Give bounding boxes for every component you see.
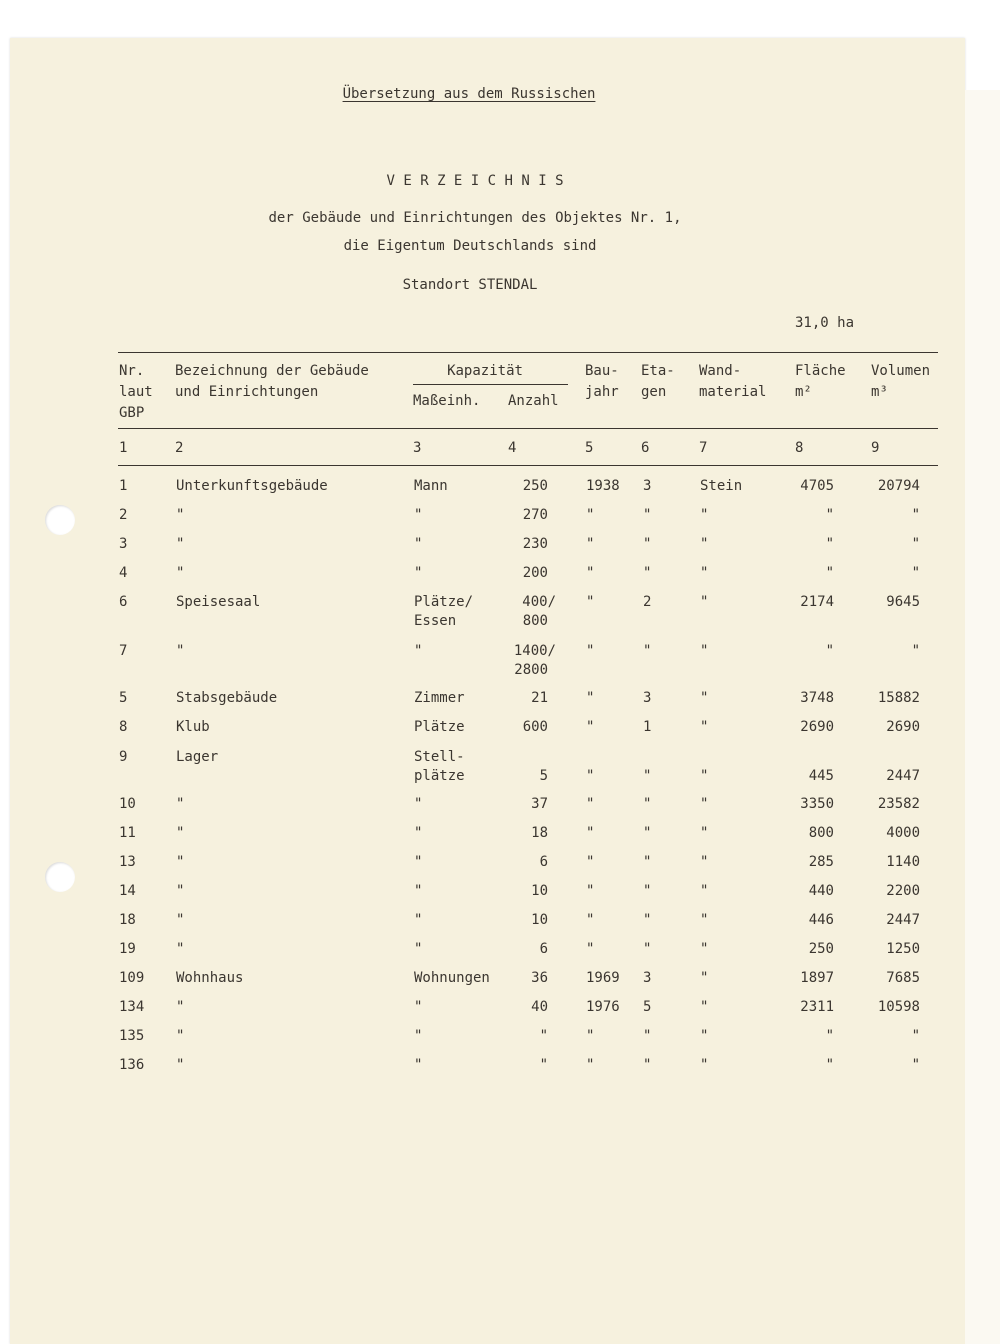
header-bottom-rule bbox=[118, 428, 938, 429]
col-volumen-line-1: Volumen bbox=[871, 363, 931, 379]
cell-unit: " bbox=[414, 536, 423, 552]
cell-nr: 13 bbox=[119, 854, 136, 870]
cell-area: 285 bbox=[808, 854, 834, 870]
cell-unit: " bbox=[414, 912, 423, 928]
cell-nr: 134 bbox=[119, 999, 145, 1015]
cell-nr: 2 bbox=[119, 507, 128, 523]
table-top-rule bbox=[118, 352, 938, 353]
col-anzahl: Anzahl bbox=[508, 393, 559, 409]
cell-floors: 2 bbox=[643, 594, 652, 610]
cell-volume: " bbox=[911, 565, 920, 581]
cell-volume: 2447 bbox=[886, 768, 920, 784]
cell-nr: 5 bbox=[119, 690, 128, 706]
cell-unit: " bbox=[414, 941, 423, 957]
document-title: V E R Z E I C H N I S bbox=[386, 173, 564, 189]
cell-wall: " bbox=[700, 1057, 709, 1073]
cell-name: " bbox=[176, 643, 185, 659]
subtitle-line-2: die Eigentum Deutschlands sind bbox=[343, 238, 597, 254]
cell-unit: " bbox=[414, 825, 423, 841]
cell-volume: 10598 bbox=[877, 999, 920, 1015]
cell-volume: 2447 bbox=[886, 912, 920, 928]
punch-hole-bottom bbox=[45, 862, 75, 892]
cell-nr: 8 bbox=[119, 719, 128, 735]
cell-area: " bbox=[825, 507, 834, 523]
cell-nr: 9 bbox=[119, 749, 128, 765]
cell-wall: " bbox=[700, 796, 709, 812]
cell-area: 3748 bbox=[800, 690, 834, 706]
cell-count: 36 bbox=[531, 970, 548, 986]
cell-floors: " bbox=[643, 536, 652, 552]
col-nr-line-2: laut bbox=[119, 384, 153, 400]
col-wand-line-1: Wand- bbox=[699, 363, 742, 379]
cell-nr: 109 bbox=[119, 970, 145, 986]
cell-area: " bbox=[825, 536, 834, 552]
cell-volume: 1140 bbox=[886, 854, 920, 870]
cell-unit: Plätze bbox=[414, 719, 465, 735]
cell-floors: " bbox=[643, 912, 652, 928]
cell-year: " bbox=[586, 883, 595, 899]
cell-unit: Essen bbox=[414, 613, 457, 629]
cell-unit: " bbox=[414, 854, 423, 870]
cell-count: 5 bbox=[539, 768, 548, 784]
numbering-rule bbox=[118, 465, 938, 466]
cell-name: " bbox=[176, 1028, 185, 1044]
cell-volume: 7685 bbox=[886, 970, 920, 986]
cell-count: 6 bbox=[539, 941, 548, 957]
cell-volume: 15882 bbox=[877, 690, 920, 706]
col-number: 1 bbox=[119, 440, 128, 456]
cell-count: 10 bbox=[531, 912, 548, 928]
cell-wall: Stein bbox=[700, 478, 743, 494]
col-bezeichnung-line-1: Bezeichnung der Gebäude bbox=[175, 363, 369, 379]
cell-count: 230 bbox=[522, 536, 548, 552]
cell-count: " bbox=[539, 1028, 548, 1044]
cell-unit: " bbox=[414, 643, 423, 659]
cell-volume: " bbox=[911, 536, 920, 552]
cell-unit: " bbox=[414, 507, 423, 523]
cell-wall: " bbox=[700, 1028, 709, 1044]
cell-count: 800 bbox=[522, 613, 548, 629]
cell-area: 2174 bbox=[800, 594, 834, 610]
cell-area: " bbox=[825, 1028, 834, 1044]
cell-unit: Mann bbox=[414, 478, 448, 494]
cell-area: " bbox=[825, 565, 834, 581]
col-number: 2 bbox=[175, 440, 184, 456]
cell-unit: Stell- bbox=[414, 749, 465, 765]
cell-unit: " bbox=[414, 565, 423, 581]
cell-area: 1897 bbox=[800, 970, 834, 986]
cell-nr: 1 bbox=[119, 478, 128, 494]
cell-area: 250 bbox=[808, 941, 834, 957]
cell-volume: 20794 bbox=[877, 478, 920, 494]
cell-count: 21 bbox=[531, 690, 548, 706]
cell-wall: " bbox=[700, 883, 709, 899]
cell-count: 1400/ bbox=[513, 643, 556, 659]
cell-unit: " bbox=[414, 1028, 423, 1044]
cell-name: " bbox=[176, 565, 185, 581]
cell-floors: " bbox=[643, 941, 652, 957]
col-flaeche-line-1: Fläche bbox=[795, 363, 846, 379]
cell-area: 446 bbox=[808, 912, 834, 928]
cell-floors: " bbox=[643, 565, 652, 581]
cell-name: " bbox=[176, 999, 185, 1015]
cell-volume: " bbox=[911, 1057, 920, 1073]
cell-count: 40 bbox=[531, 999, 548, 1015]
cell-wall: " bbox=[700, 768, 709, 784]
cell-year: " bbox=[586, 594, 595, 610]
cell-unit: " bbox=[414, 1057, 423, 1073]
cell-wall: " bbox=[700, 594, 709, 610]
cell-volume: 1250 bbox=[886, 941, 920, 957]
cell-name: " bbox=[176, 883, 185, 899]
cell-count: 270 bbox=[522, 507, 548, 523]
cell-count: 250 bbox=[522, 478, 548, 494]
cell-name: " bbox=[176, 941, 185, 957]
cell-year: " bbox=[586, 825, 595, 841]
cell-nr: 3 bbox=[119, 536, 128, 552]
punch-hole-top bbox=[45, 505, 75, 535]
cell-wall: " bbox=[700, 941, 709, 957]
cell-count: 2800 bbox=[514, 662, 548, 678]
cell-nr: 14 bbox=[119, 883, 136, 899]
kapazitaet-rule bbox=[413, 384, 568, 385]
col-masseinh: Maßeinh. bbox=[413, 393, 481, 409]
col-bezeichnung-line-2: und Einrichtungen bbox=[175, 384, 319, 400]
cell-volume: 9645 bbox=[886, 594, 920, 610]
cell-name: " bbox=[176, 1057, 185, 1073]
cell-nr: 18 bbox=[119, 912, 136, 928]
cell-year: 1938 bbox=[586, 478, 620, 494]
cell-area: 4705 bbox=[800, 478, 834, 494]
cell-nr: 4 bbox=[119, 565, 128, 581]
cell-nr: 11 bbox=[119, 825, 136, 841]
col-number: 4 bbox=[508, 440, 517, 456]
cell-nr: 135 bbox=[119, 1028, 145, 1044]
cell-name: Klub bbox=[176, 719, 210, 735]
cell-name: " bbox=[176, 825, 185, 841]
cell-volume: " bbox=[911, 507, 920, 523]
location: Standort STENDAL bbox=[402, 277, 538, 293]
cell-year: 1969 bbox=[586, 970, 620, 986]
cell-year: " bbox=[586, 690, 595, 706]
cell-wall: " bbox=[700, 536, 709, 552]
cell-year: " bbox=[586, 796, 595, 812]
cell-wall: " bbox=[700, 565, 709, 581]
cell-floors: 3 bbox=[643, 690, 652, 706]
cell-year: " bbox=[586, 1028, 595, 1044]
cell-floors: " bbox=[643, 643, 652, 659]
cell-year: " bbox=[586, 507, 595, 523]
cell-name: " bbox=[176, 507, 185, 523]
cell-wall: " bbox=[700, 690, 709, 706]
col-number: 7 bbox=[699, 440, 708, 456]
cell-year: " bbox=[586, 1057, 595, 1073]
col-nr-line-3: GBP bbox=[119, 405, 145, 421]
cell-unit: " bbox=[414, 796, 423, 812]
cell-year: " bbox=[586, 854, 595, 870]
cell-name: Stabsgebäude bbox=[176, 690, 278, 706]
col-flaeche-line-2: m² bbox=[795, 384, 812, 400]
cell-year: " bbox=[586, 768, 595, 784]
cell-area: 3350 bbox=[800, 796, 834, 812]
cell-count: 10 bbox=[531, 883, 548, 899]
cell-unit: " bbox=[414, 883, 423, 899]
col-baujahr-line-2: jahr bbox=[585, 384, 619, 400]
cell-floors: " bbox=[643, 1057, 652, 1073]
cell-area: " bbox=[825, 643, 834, 659]
cell-count: 200 bbox=[522, 565, 548, 581]
col-number: 6 bbox=[641, 440, 650, 456]
cell-wall: " bbox=[700, 912, 709, 928]
page-edge bbox=[965, 90, 1000, 1344]
cell-unit: " bbox=[414, 999, 423, 1015]
col-baujahr-line-1: Bau- bbox=[585, 363, 619, 379]
total-area: 31,0 ha bbox=[795, 315, 855, 331]
cell-volume: 23582 bbox=[877, 796, 920, 812]
cell-wall: " bbox=[700, 854, 709, 870]
cell-wall: " bbox=[700, 643, 709, 659]
cell-year: " bbox=[586, 719, 595, 735]
cell-floors: 5 bbox=[643, 999, 652, 1015]
cell-year: " bbox=[586, 565, 595, 581]
cell-unit: Plätze/ bbox=[414, 594, 474, 610]
cell-floors: " bbox=[643, 507, 652, 523]
cell-area: 440 bbox=[808, 883, 834, 899]
cell-name: Wohnhaus bbox=[176, 970, 244, 986]
cell-name: Unterkunftsgebäude bbox=[176, 478, 328, 494]
cell-nr: 136 bbox=[119, 1057, 145, 1073]
cell-year: " bbox=[586, 941, 595, 957]
cell-floors: " bbox=[643, 768, 652, 784]
cell-area: " bbox=[825, 1057, 834, 1073]
cell-nr: 6 bbox=[119, 594, 128, 610]
cell-floors: " bbox=[643, 883, 652, 899]
cell-floors: " bbox=[643, 796, 652, 812]
cell-volume: 2200 bbox=[886, 883, 920, 899]
cell-unit: Wohnungen bbox=[414, 970, 490, 986]
cell-floors: " bbox=[643, 1028, 652, 1044]
cell-nr: 10 bbox=[119, 796, 136, 812]
cell-count: 37 bbox=[531, 796, 548, 812]
cell-count: 400/ bbox=[522, 594, 556, 610]
cell-wall: " bbox=[700, 507, 709, 523]
cell-floors: 1 bbox=[643, 719, 652, 735]
col-etagen-line-2: gen bbox=[641, 384, 667, 400]
col-nr-line-1: Nr. bbox=[119, 363, 145, 379]
translation-note: Übersetzung aus dem Russischen bbox=[342, 86, 596, 102]
cell-year: 1976 bbox=[586, 999, 620, 1015]
cell-name: Lager bbox=[176, 749, 219, 765]
cell-wall: " bbox=[700, 970, 709, 986]
cell-area: 2690 bbox=[800, 719, 834, 735]
cell-wall: " bbox=[700, 999, 709, 1015]
cell-name: " bbox=[176, 912, 185, 928]
cell-volume: 4000 bbox=[886, 825, 920, 841]
cell-wall: " bbox=[700, 719, 709, 735]
col-number: 3 bbox=[413, 440, 422, 456]
cell-floors: 3 bbox=[643, 478, 652, 494]
cell-name: " bbox=[176, 796, 185, 812]
cell-area: 2311 bbox=[800, 999, 834, 1015]
cell-count: 6 bbox=[539, 854, 548, 870]
cell-count: 600 bbox=[522, 719, 548, 735]
cell-volume: " bbox=[911, 1028, 920, 1044]
cell-volume: 2690 bbox=[886, 719, 920, 735]
cell-year: " bbox=[586, 912, 595, 928]
cell-volume: " bbox=[911, 643, 920, 659]
cell-wall: " bbox=[700, 825, 709, 841]
cell-name: " bbox=[176, 536, 185, 552]
cell-nr: 7 bbox=[119, 643, 128, 659]
cell-floors: 3 bbox=[643, 970, 652, 986]
cell-year: " bbox=[586, 536, 595, 552]
col-volumen-line-2: m³ bbox=[871, 384, 888, 400]
cell-count: " bbox=[539, 1057, 548, 1073]
cell-year: " bbox=[586, 643, 595, 659]
cell-count: 18 bbox=[531, 825, 548, 841]
cell-area: 445 bbox=[808, 768, 834, 784]
cell-area: 800 bbox=[808, 825, 834, 841]
col-number: 8 bbox=[795, 440, 804, 456]
cell-unit: Zimmer bbox=[414, 690, 465, 706]
col-kapazitaet: Kapazität bbox=[447, 363, 523, 379]
col-etagen-line-1: Eta- bbox=[641, 363, 675, 379]
subtitle-line-1: der Gebäude und Einrichtungen des Objektes Nr. 1, bbox=[268, 210, 682, 226]
cell-unit: plätze bbox=[414, 768, 465, 784]
col-number: 5 bbox=[585, 440, 594, 456]
col-number: 9 bbox=[871, 440, 880, 456]
cell-nr: 19 bbox=[119, 941, 136, 957]
col-wand-line-2: material bbox=[699, 384, 767, 400]
cell-name: " bbox=[176, 854, 185, 870]
cell-floors: " bbox=[643, 825, 652, 841]
cell-floors: " bbox=[643, 854, 652, 870]
cell-name: Speisesaal bbox=[176, 594, 261, 610]
